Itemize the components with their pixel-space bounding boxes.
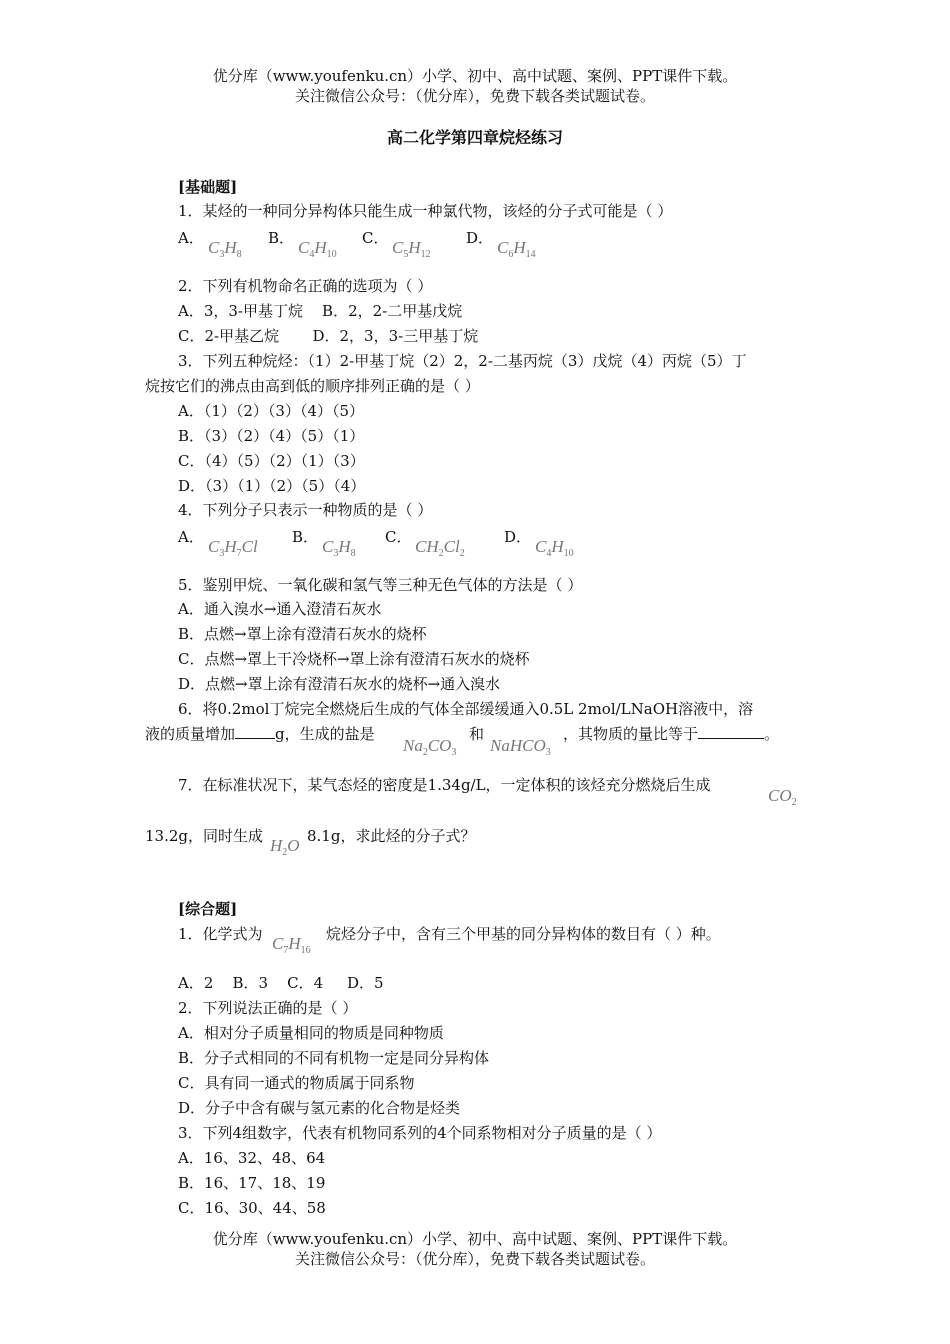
basic-q6-line-1: 6．将0.2mol丁烷完全燃烧后生成的气体全部缓缓通入0.5L 2mol/LNaOH溶液中，溶 [178, 700, 754, 718]
comp-q1-options: A．2 B．3 C．4 D．5 [178, 974, 384, 992]
footer-line-2: 关注微信公众号：（优分库），免费下载各类试题试卷。 [294, 1250, 655, 1268]
basic-q1-formula-b: $C_4H_{10}$ [298, 238, 337, 260]
basic-q3-option-d: D．（3）（1）（2）（5）（4） [178, 477, 366, 495]
basic-q4-label-c: C． [385, 528, 412, 546]
header-line-2: 关注微信公众号：（优分库），免费下载各类试题试卷。 [294, 87, 655, 105]
basic-q4-label-b: B． [292, 528, 319, 546]
comp-q3-stem: 3．下列4组数字，代表有机物同系列的4个同系物相对分子质量的是（ ） [178, 1124, 662, 1142]
basic-q1-label-c: C． [362, 229, 389, 247]
comp-q1-part-a: 1．化学式为 [178, 925, 263, 943]
basic-q5-option-d: D．点燃→罩上涂有澄清石灰水的烧杯→通入溴水 [178, 675, 501, 693]
basic-q3-option-a: A．（1）（2）（3）（4）（5） [178, 402, 365, 420]
basic-q2-row2: C．2-甲基乙烷 D．2，3，3-三甲基丁烷 [178, 327, 479, 345]
basic-q1-formula-a: $C_3H_8$ [208, 238, 242, 260]
footer-line-1: 优分库（www.youfenku.cn）小学、初中、高中试题、案例、PPT课件下载。 [212, 1230, 738, 1248]
comp-q3-option-a: A．16、32、48、64 [178, 1149, 326, 1167]
basic-q7-line-2a: 13.2g，同时生成 [145, 827, 264, 845]
page-title: 高二化学第四章烷烃练习 [386, 128, 563, 147]
basic-q1-label-a: A． [178, 229, 204, 247]
basic-q4-formula-d: $C_4H_{10}$ [535, 537, 574, 559]
comp-q2-option-d: D．分子中含有碳与氢元素的化合物是烃类 [178, 1099, 461, 1117]
basic-q7-line-2b: 8.1g，求此烃的分子式？ [307, 827, 476, 845]
comp-q2-option-b: B．分子式相同的不同有机物一定是同分异构体 [178, 1049, 490, 1067]
basic-q5-option-b: B．点燃→罩上涂有澄清石灰水的烧杯 [178, 625, 427, 643]
basic-q2-stem: 2．下列有机物命名正确的选项为（ ） [178, 277, 433, 295]
basic-q4-formula-c: $CH_2Cl_2$ [415, 537, 465, 559]
basic-q1-formula-c: $C_5H_{12}$ [392, 238, 431, 260]
basic-q6-tail: ，其物质的量比等于 。 [563, 725, 780, 743]
answer-blank[interactable] [235, 724, 275, 739]
basic-q7-line-1: 7．在标准状况下，某气态烃的密度是1.34g/L，一定体积的该烃充分燃烧后生成 [178, 776, 711, 794]
basic-q6-and: 和 [469, 725, 485, 743]
basic-q4-label-d: D． [504, 528, 532, 546]
basic-q1-label-d: D． [466, 229, 494, 247]
basic-q6-line-2: 液的质量增加 g，生成的盐是 [145, 725, 375, 743]
basic-q3-option-c: C．（4）（5）（2）（1）（3） [178, 452, 365, 470]
basic-q7-formula-h2o: $H_2O$ [270, 836, 300, 858]
basic-q6-formula-na2co3: $Na_2CO_3$ [403, 736, 457, 758]
comp-q3-option-b: B．16、17、18、19 [178, 1174, 326, 1192]
basic-q4-formula-b: $C_3H_8$ [322, 537, 356, 559]
comp-q2-option-a: A．相对分子质量相同的物质是同种物质 [178, 1024, 444, 1042]
comp-q3-option-c: C．16、30、44、58 [178, 1199, 326, 1217]
basic-q5-option-a: A．通入溴水→通入澄清石灰水 [178, 600, 382, 618]
basic-q4-stem: 4．下列分子只表示一种物质的是（ ） [178, 501, 433, 519]
basic-q4-formula-a: $C_3H_7Cl$ [208, 537, 258, 559]
comp-q1-formula-c7h16: $C_7H_{16}$ [272, 934, 311, 956]
comp-q2-option-c: C．具有同一通式的物质属于同系物 [178, 1074, 415, 1092]
section-heading-basic: [基础题] [178, 178, 238, 196]
basic-q5-option-c: C．点燃→罩上干冷烧杯→罩上涂有澄清石灰水的烧杯 [178, 650, 530, 668]
answer-blank[interactable] [698, 724, 764, 739]
basic-q3-stem-2: 烷按它们的沸点由高到低的顺序排列正确的是（ ） [145, 377, 480, 395]
comp-q2-stem: 2．下列说法正确的是（ ） [178, 999, 358, 1017]
basic-q6-formula-nahco3: NaHCO$_3$ [490, 736, 551, 758]
basic-q7-formula-co2: $CO_2$ [768, 786, 797, 808]
basic-q3-stem-1: 3．下列五种烷烃：（1）2-甲基丁烷（2）2，2-二基丙烷（3）戊烷（4）丙烷（5）丁 [178, 352, 747, 370]
section-heading-comprehensive: [综合题] [178, 900, 238, 918]
basic-q1-formula-d: $C_6H_{14}$ [497, 238, 536, 260]
basic-q3-option-b: B．（3）（2）（4）（5）（1） [178, 427, 365, 445]
basic-q1-label-b: B． [268, 229, 295, 247]
header-line-1: 优分库（www.youfenku.cn）小学、初中、高中试题、案例、PPT课件下载。 [212, 67, 738, 85]
basic-q2-row1: A．3，3-甲基丁烷 B．2，2-二甲基戊烷 [178, 302, 463, 320]
basic-q4-label-a: A． [178, 528, 204, 546]
basic-q1-stem: 1．某烃的一种同分异构体只能生成一种氯代物，该烃的分子式可能是（ ） [178, 202, 673, 220]
basic-q5-stem: 5．鉴别甲烷、一氧化碳和氢气等三种无色气体的方法是（ ） [178, 576, 583, 594]
comp-q1-part-b: 烷烃分子中，含有三个甲基的同分异构体的数目有（ ）种。 [326, 925, 721, 943]
